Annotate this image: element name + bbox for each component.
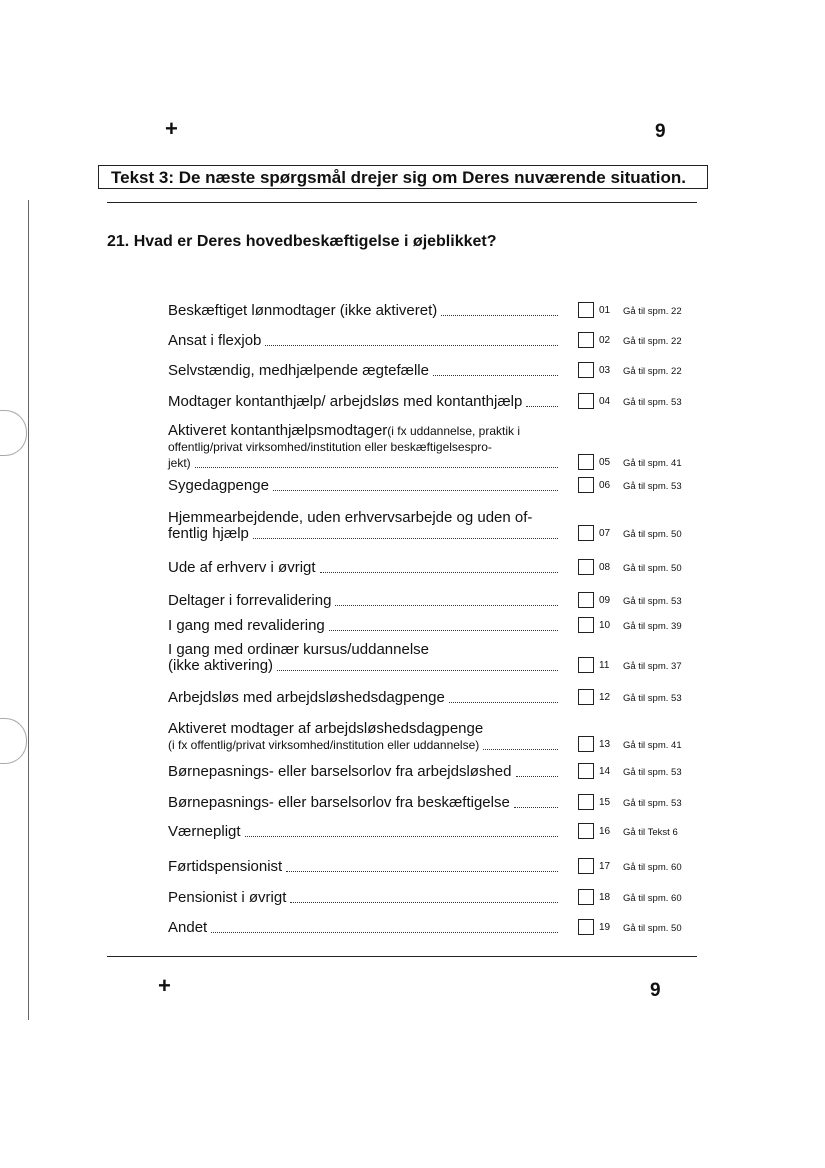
option-row (168, 763, 728, 780)
skip-instruction: Gå til spm. 60 (623, 893, 682, 904)
answer-checkbox[interactable] (578, 559, 594, 575)
dot-leader (211, 920, 558, 933)
option-text: Arbejdsløs med arbejdsløshedsdagpenge (168, 689, 445, 706)
option-label (168, 363, 558, 379)
dot-leader (483, 737, 558, 750)
option-label (168, 423, 558, 471)
option-text: Værnepligt (168, 823, 241, 840)
answer-checkbox[interactable] (578, 525, 594, 541)
option-label-line (168, 795, 558, 811)
answer-code: 10 (599, 620, 611, 631)
option-row (168, 794, 728, 811)
answer-checkbox[interactable] (578, 332, 594, 348)
option-row (168, 592, 728, 609)
skip-instruction: Gå til spm. 53 (623, 767, 682, 778)
answer-checkbox[interactable] (578, 858, 594, 874)
option-label-line (168, 721, 558, 737)
skip-instruction: Gå til spm. 53 (623, 397, 682, 408)
option-label (168, 690, 558, 706)
answer-code: 06 (599, 480, 611, 491)
skip-instruction: Gå til spm. 22 (623, 306, 682, 317)
option-label (168, 478, 558, 494)
option-label (168, 560, 558, 576)
skip-instruction: Gå til spm. 60 (623, 862, 682, 873)
option-label-line (168, 859, 558, 875)
skip-instruction: Gå til spm. 53 (623, 596, 682, 607)
option-text: Sygedagpenge (168, 477, 269, 494)
skip-instruction: Gå til Tekst 6 (623, 827, 678, 838)
skip-instruction: Gå til spm. 50 (623, 529, 682, 540)
option-text: Hjemmearbejdende, uden erhvervsarbejde og uden of- (168, 509, 533, 526)
option-label-line (168, 618, 558, 634)
option-text: Beskæftiget lønmodtager (ikke aktiveret) (168, 302, 438, 319)
answer-code: 03 (599, 365, 611, 376)
punch-hole (0, 410, 27, 456)
option-row (168, 823, 728, 840)
option-text: I gang med ordinær kursus/uddannelse (168, 641, 429, 658)
skip-instruction: Gå til spm. 22 (623, 336, 682, 347)
divider (107, 202, 697, 203)
crop-mark-top: + (165, 116, 178, 141)
option-text: Andet (168, 919, 208, 936)
answer-code: 13 (599, 739, 611, 750)
option-text: Ansat i flexjob (168, 332, 262, 349)
dot-leader (286, 859, 558, 872)
answer-checkbox[interactable] (578, 477, 594, 493)
option-label-line (168, 658, 558, 674)
option-label-line (168, 642, 558, 658)
answer-code: 14 (599, 766, 611, 777)
scan-margin-line (28, 200, 29, 1020)
page-number-bottom: 9 (650, 980, 661, 1001)
skip-instruction: Gå til spm. 53 (623, 798, 682, 809)
dot-leader (195, 455, 558, 468)
dot-leader (277, 658, 558, 671)
answer-code: 11 (599, 660, 610, 671)
option-text: Aktiveret modtager af arbejdsløshedsdagpenge (168, 720, 484, 737)
option-row (168, 362, 728, 379)
option-label (168, 618, 558, 634)
answer-code: 05 (599, 457, 611, 468)
option-row (168, 858, 728, 875)
option-label-line (168, 920, 558, 936)
option-text: I gang med revalidering (168, 617, 325, 634)
option-text: Børnepasnings- eller barselsorlov fra beskæftigelse (168, 794, 510, 811)
option-label (168, 593, 558, 609)
option-text: (ikke aktivering) (168, 657, 274, 674)
option-label-line (168, 455, 558, 471)
skip-instruction: Gå til spm. 50 (623, 563, 682, 574)
punch-hole (0, 718, 27, 764)
answer-code: 12 (599, 692, 611, 703)
option-label-line (168, 526, 558, 542)
option-note: (i fx uddannelse, praktik i (387, 424, 521, 438)
option-text: Førtidspensionist (168, 858, 283, 875)
option-label (168, 642, 558, 674)
option-label-line (168, 764, 558, 780)
option-label (168, 859, 558, 875)
option-row (168, 332, 728, 349)
answer-code: 18 (599, 892, 611, 903)
answer-code: 07 (599, 528, 611, 539)
section-intro-box: Tekst 3: De næste spørgsmål drejer sig om Deres nuværende situation. (98, 165, 708, 189)
dot-leader (273, 478, 558, 491)
option-label (168, 303, 558, 319)
option-row (168, 721, 728, 753)
option-label (168, 890, 558, 906)
option-label-line (168, 593, 558, 609)
option-text: Aktiveret kontanthjælpsmodtager (168, 422, 388, 439)
answer-code: 09 (599, 595, 611, 606)
option-label (168, 394, 558, 410)
option-row (168, 919, 728, 936)
answer-code: 16 (599, 826, 611, 837)
option-text: Pensionist i øvrigt (168, 889, 287, 906)
dot-leader (253, 526, 558, 539)
option-text: Selvstændig, medhjælpende ægtefælle (168, 362, 429, 379)
answer-code: 19 (599, 922, 611, 933)
option-row (168, 477, 728, 494)
option-label (168, 333, 558, 349)
option-text: Modtager kontanthjælp/ arbejdsløs med kontanthjælp (168, 393, 523, 410)
dot-leader (290, 890, 558, 903)
answer-checkbox[interactable] (578, 362, 594, 378)
option-row (168, 617, 728, 634)
option-text: fentlig hjælp (168, 525, 249, 542)
option-label-line (168, 690, 558, 706)
skip-instruction: Gå til spm. 39 (623, 621, 682, 632)
skip-instruction: Gå til spm. 50 (623, 923, 682, 934)
option-label-line (168, 890, 558, 906)
answer-checkbox[interactable] (578, 736, 594, 752)
option-row (168, 510, 728, 542)
option-text: Børnepasnings- eller barselsorlov fra arbejdsløshed (168, 763, 512, 780)
option-label (168, 721, 558, 753)
skip-instruction: Gå til spm. 53 (623, 693, 682, 704)
option-label-line (168, 737, 558, 753)
answer-checkbox[interactable] (578, 592, 594, 608)
answer-code: 02 (599, 335, 611, 346)
dot-leader (516, 764, 559, 777)
option-label (168, 920, 558, 936)
option-note: (i fx offentlig/privat virksomhed/institution eller uddannelse) (168, 738, 480, 752)
skip-instruction: Gå til spm. 22 (623, 366, 682, 377)
option-note: offentlig/privat virksomhed/institution eller beskæftigelsespro- (168, 440, 492, 454)
answer-checkbox[interactable] (578, 919, 594, 935)
option-label-line (168, 478, 558, 494)
answer-checkbox[interactable] (578, 794, 594, 810)
option-row (168, 642, 728, 674)
skip-instruction: Gå til spm. 41 (623, 458, 682, 469)
dot-leader (320, 560, 558, 573)
dot-leader (433, 363, 558, 376)
skip-instruction: Gå til spm. 53 (623, 481, 682, 492)
option-text: Deltager i forrevalidering (168, 592, 332, 609)
answer-checkbox[interactable] (578, 302, 594, 318)
crop-mark-bottom: + (158, 973, 171, 998)
question-title: 21. Hvad er Deres hovedbeskæftigelse i øjeblikket? (107, 233, 497, 250)
page-number-top: 9 (655, 121, 666, 142)
answer-checkbox[interactable] (578, 763, 594, 779)
answer-code: 01 (599, 305, 611, 316)
dot-leader (449, 690, 558, 703)
dot-leader (526, 394, 558, 407)
answer-checkbox[interactable] (578, 889, 594, 905)
option-label-line (168, 333, 558, 349)
option-label-line (168, 303, 558, 319)
answer-checkbox[interactable] (578, 689, 594, 705)
answer-checkbox[interactable] (578, 823, 594, 839)
option-label-line (168, 824, 558, 840)
option-text: Ude af erhverv i øvrigt (168, 559, 316, 576)
option-row (168, 689, 728, 706)
skip-instruction: Gå til spm. 41 (623, 740, 682, 751)
option-label-line (168, 363, 558, 379)
option-label-line (168, 423, 558, 439)
answer-checkbox[interactable] (578, 454, 594, 470)
option-row (168, 889, 728, 906)
answer-code: 15 (599, 797, 611, 808)
option-label-line (168, 560, 558, 576)
option-label (168, 510, 558, 542)
dot-leader (441, 303, 558, 316)
option-label (168, 795, 558, 811)
dot-leader (329, 618, 558, 631)
divider (107, 956, 697, 957)
dot-leader (335, 593, 558, 606)
option-label (168, 824, 558, 840)
dot-leader (514, 795, 558, 808)
option-label-line (168, 394, 558, 410)
dot-leader (245, 824, 558, 837)
answer-checkbox[interactable] (578, 657, 594, 673)
option-label-line (168, 439, 558, 455)
answer-code: 17 (599, 861, 611, 872)
option-row (168, 302, 728, 319)
option-note: jekt) (168, 456, 191, 470)
answer-checkbox[interactable] (578, 617, 594, 633)
option-label-line (168, 510, 558, 526)
option-row (168, 393, 728, 410)
dot-leader (265, 333, 558, 346)
option-row (168, 559, 728, 576)
option-label (168, 764, 558, 780)
skip-instruction: Gå til spm. 37 (623, 661, 682, 672)
answer-code: 08 (599, 562, 611, 573)
option-row (168, 423, 728, 471)
answer-code: 04 (599, 396, 611, 407)
answer-checkbox[interactable] (578, 393, 594, 409)
